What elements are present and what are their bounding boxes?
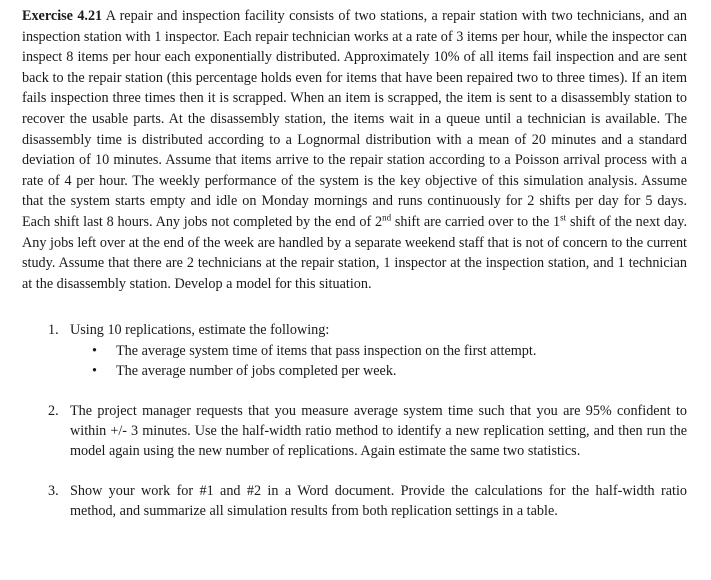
bullet-text: The average number of jobs completed per week. bbox=[116, 363, 397, 380]
superscript-st: st bbox=[560, 212, 567, 223]
question-2-text: The project manager requests that you measure average system time such that you are 95% confident to within +/- 3 minutes. Use the half-width ratio method to identify a new replication setting, and then run the model again using the new number of replications. Again estimate the same two statistics. bbox=[70, 403, 687, 460]
question-2-number: 2. bbox=[48, 403, 59, 420]
question-3 bbox=[22, 481, 687, 521]
question-2 bbox=[22, 401, 687, 461]
question-1 bbox=[22, 320, 687, 381]
question-1-text: Using 10 replications, estimate the following: bbox=[70, 322, 330, 339]
question-list bbox=[22, 320, 687, 521]
superscript-nd: nd bbox=[382, 212, 392, 223]
exercise-body-part-3: shift of the next day. Any jobs left over at the end of the week are handled by a separate weekend staff that is not of concern to the current study. Assume that there are 2 technicians at the repair station, 1 inspector at the inspection station, and 1 technician at the disassembly station. Develop a model for this situation. bbox=[22, 213, 687, 292]
question-1-bullets bbox=[70, 341, 687, 381]
exercise-body-part-2: shift are carried over to the 1 bbox=[391, 213, 561, 230]
question-3-text: Show your work for #1 and #2 in a Word document. Provide the calculations for the half-width ratio method, and summarize all simulation results from both replication settings in a table. bbox=[70, 483, 687, 520]
bullet-item bbox=[70, 341, 687, 361]
exercise-paragraph bbox=[22, 6, 687, 294]
bullet-text: The average system time of items that pass inspection on the first attempt. bbox=[116, 343, 537, 360]
bullet-item bbox=[70, 361, 687, 381]
exercise-title: Exercise 4.21 bbox=[22, 8, 103, 24]
question-3-number: 3. bbox=[48, 483, 59, 500]
question-1-number: 1. bbox=[48, 322, 59, 339]
exercise-body-part-1: A repair and inspection facility consists of two stations, a repair station with two technicians, and an inspection station with 1 inspector. Each repair technician works at a rate of 3 items per hour, while the inspector can inspect 8 items per hour each exponentially distributed. Approximately 10% of all items fail inspection and are sent back to the repair station (this percentage holds even for items that have been repaired two to three times). If an item fails inspection three times then it is scrapped. When an item is scrapped, the item is sent to a disassembly station to recover the usable parts. At the disassembly station, the items wait in a queue until a technician is available. The disassembly time is distributed according to a Lognormal distribution with a mean of 20 minutes and a standard deviation of 10 minutes. Assume that items arrive to the repair station according to a Poisson arrival process with a rate of 4 per hour. The weekly performance of the system is the key objective of this simulation analysis. Assume that the system starts empty and idle on Monday mornings and runs continuously for 2 shifts per day for 5 days. Each shift last 8 hours. Any jobs not completed by the end of 2 bbox=[22, 8, 688, 230]
bullet-icon: • bbox=[92, 343, 97, 360]
bullet-icon: • bbox=[92, 363, 97, 380]
